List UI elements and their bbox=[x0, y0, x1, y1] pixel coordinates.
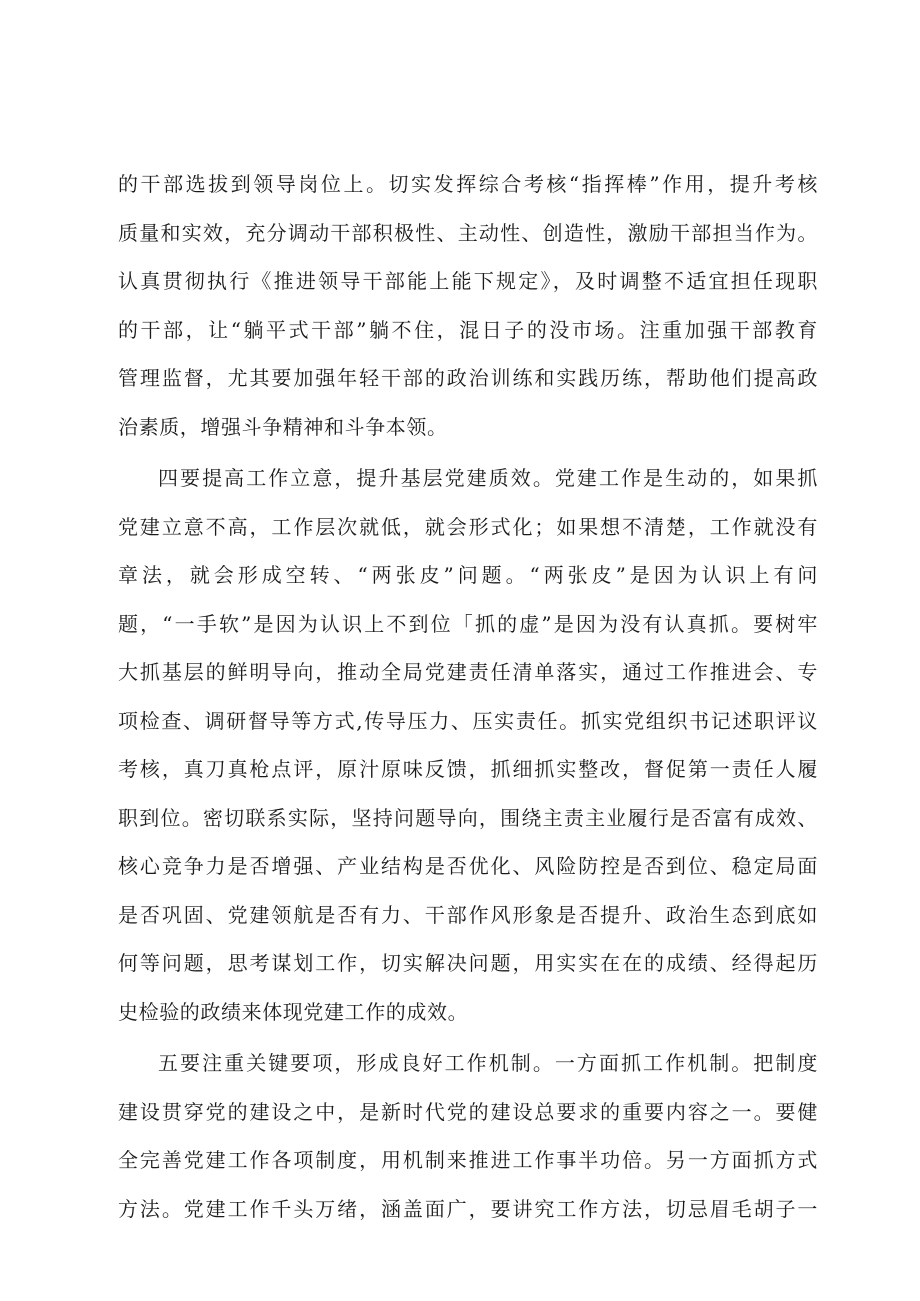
text-line: 是否巩固、党建领航是否有力、干部作风形象是否提升、政治生态到底如 bbox=[118, 902, 818, 927]
text-line: 认真贯彻执行《推进领导干部能上能下规定》，及时调整不适宜担任现职 bbox=[118, 269, 818, 293]
text-line: 项检查、调研督导等方式,传导压力、压实责任。抓实党组织书记述职评议 bbox=[118, 708, 818, 733]
text-line: 职到位。密切联系实际，坚持问题导向，围绕主责主业履行是否富有成效、 bbox=[118, 805, 818, 830]
text-line: 党建立意不高，工作层次就低，就会形式化；如果想不清楚，工作就没有 bbox=[118, 514, 818, 539]
text-line: 核心竞争力是否增强、产业结构是否优化、风险防控是否到位、稳定局面 bbox=[118, 854, 818, 878]
text-line: 的干部，让“躺平式干部”躺不住，混日子的没市场。注重加强干部教育 bbox=[118, 317, 818, 342]
text-line: 五要注重关键要项，形成良好工作机制。一方面抓工作机制。把制度 bbox=[158, 1051, 818, 1075]
text-line: 何等问题，思考谋划工作，切实解决问题，用实实在在的成绩、经得起历 bbox=[118, 951, 818, 975]
text-line: 建设贯穿党的建设之中，是新时代党的建设总要求的重要内容之一。要健 bbox=[118, 1099, 818, 1124]
text-line: 四要提高工作立意，提升基层党建质效。党建工作是生动的，如果抓 bbox=[158, 466, 818, 490]
text-line: 大抓基层的鲜明导向，推动全局党建责任清单落实，通过工作推进会、专 bbox=[118, 660, 818, 684]
text-line: 考核，真刀真枪点评，原汁原味反馈，抓细抓实整改，督促第一责任人履 bbox=[118, 757, 818, 781]
text-line: 质量和实效，充分调动干部积极性、主动性、创造性，激励干部担当作为。 bbox=[118, 220, 818, 245]
text-line: 题，“一手软”是因为认识上不到位「抓的虚”是因为没有认真抓。要树牢 bbox=[118, 611, 818, 636]
document-body bbox=[118, 160, 818, 1233]
text-line: 方法。党建工作千头万绪，涵盖面广，要讲究工作方法，切忌眉毛胡子一 bbox=[118, 1196, 818, 1221]
text-line: 章法，就会形成空转、“两张皮”问题。“两张皮”是因为认识上有问 bbox=[118, 563, 818, 587]
paragraph bbox=[118, 160, 818, 451]
paragraph bbox=[118, 454, 818, 1036]
paragraph bbox=[118, 1039, 818, 1233]
text-line: 治素质，增强斗争精神和斗争本领。 bbox=[118, 414, 448, 439]
text-line: 史检验的政绩来体现党建工作的成效。 bbox=[118, 999, 469, 1024]
text-line: 全完善党建工作各项制度，用机制来推进工作事半功倍。另一方面抓方式 bbox=[118, 1148, 818, 1172]
text-line: 管理监督，尤其要加强年轻干部的政治训练和实践历练，帮助他们提高政 bbox=[118, 366, 818, 390]
text-line: 的干部选拔到领导岗位上。切实发挥综合考核“指挥棒”作用，提升考核 bbox=[118, 172, 818, 196]
